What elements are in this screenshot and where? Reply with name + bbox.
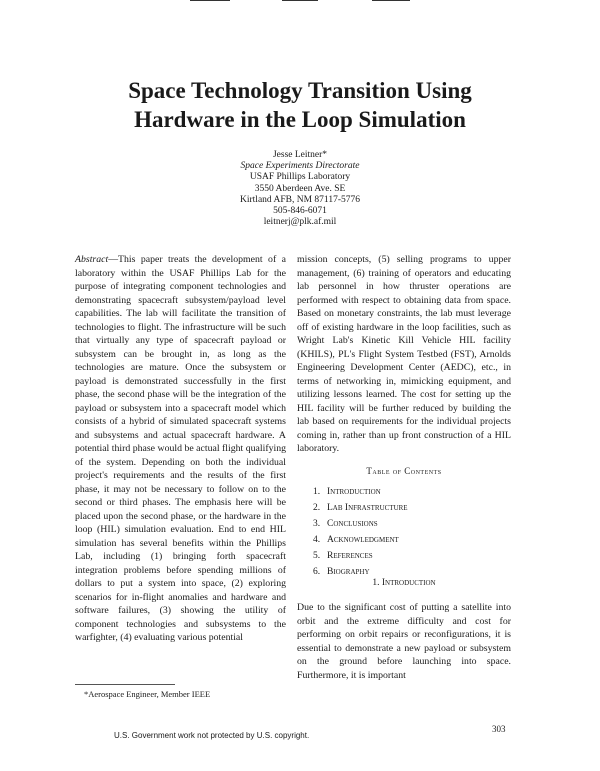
author-address-1: 3550 Aberdeen Ave. SE (254, 183, 346, 194)
author-name: Jesse Leitner* (272, 150, 328, 160)
top-rule-left (190, 0, 230, 1)
footnote: *Aerospace Engineer, Member IEEE (84, 689, 211, 699)
footnote-rule (75, 684, 175, 685)
author-org-1: Space Experiments Directorate (240, 161, 360, 172)
author-org-2: USAF Phillips Laboratory (249, 172, 351, 183)
toc-item (313, 484, 408, 500)
copyright-notice: U.S. Government work not protected by U.S. copyright. (114, 731, 310, 740)
toc-item-label: Lab Infrastructure (327, 503, 408, 513)
toc-item (313, 532, 408, 548)
right-column-paragraph: mission concepts, (5) selling programs to upper management, (6) training of operators and educating lab personnel in how thruster operations are performed with respect to obtaining data from space. Based on monetary constraints, the lab must leverage off of existing hardware in the loop facilities, such as Wright Lab's Kinetic Kill Vehicle HIL facility (KHILS), PL's Flight System Testbed (FST), Arnolds Engineering Development Center (AEDC), etc., in terms of networking in, mimicking equipment, and utilizing lessons learned. The cost for setting up the HIL facility will be further reduced by building the lab based on requirements for the individual projects coming in, rather than up front construction of a HIL laboratory. (297, 254, 511, 454)
paper-title (0, 76, 600, 134)
toc-item-number: 2. (313, 503, 321, 513)
toc-item-label: Introduction (327, 487, 381, 497)
abstract-text: —This paper treats the development of a laboratory within the USAF Phillips Lab for the purpose of integrating component technologies and demonstrating spacecraft subsystem/payload level capabilities. The lab will facilitate the transition of technologies to flight. The infrastructure will be such that virtually any type of spacecraft payload or subsystem can be brought in, as long as the technologies are mature. Once the subsystem or payload is demonstrated successfully in the first phase, the second phase will be the integration of the payload or subsystem into a spacecraft model which consists of a hybrid of simulated spacecraft systems and subsystems and actual spacecraft hardware. A potential third phase would be actual flight qualifying of the system. Depending on both the individual project's requirements and the results of the first phase, it may not be necessary to follow on to the second or third phases. The emphasis here will be placed upon the second phase, or the hardware in the loop (HIL) simulation evaluation. End to end HIL simulation has several benefits within the Phillips Lab, including (1) bringing forth spacecraft integration problems before spending millions of dollars to put a system into space, (2) exploring scenarios for in-flight anomalies and hardware and software failures, (3) showing the utility of component technologies and subsystems to the warfighter, (4) evaluating various potential (75, 254, 286, 643)
author-address-2: Kirtland AFB, NM 87117-5776 (240, 194, 360, 205)
toc-title: Table of Contents (366, 466, 442, 476)
toc-item-number: 3. (313, 519, 321, 529)
abstract-label: Abstract (75, 254, 109, 265)
toc-item-label: Biography (327, 567, 370, 577)
toc-item-number: 1. (313, 487, 321, 497)
toc-item-number: 5. (313, 551, 321, 561)
table-of-contents (313, 484, 408, 580)
right-column-text (297, 253, 511, 456)
toc-item-label: References (327, 551, 373, 561)
title-line-2: Hardware in the Loop Simulation (134, 107, 466, 132)
title-line-1: Space Technology Transition Using (128, 78, 472, 103)
toc-item-label: Acknowledgment (327, 535, 399, 545)
top-rule-middle (282, 0, 318, 1)
introduction-text (297, 601, 511, 682)
page-number: 303 (492, 724, 506, 734)
top-rule-right (372, 0, 410, 1)
author-phone: 505-846-6071 (273, 206, 327, 217)
toc-item-number: 4. (313, 535, 321, 545)
toc-item-label: Conclusions (327, 519, 378, 529)
introduction-paragraph: Due to the significant cost of putting a satellite into orbit and the extreme difficulty and cost for performing on orbit repairs or reconfigurations, it is essential to demonstrate a new payload or subsystem on the ground before launching into space. Furthermore, it is important (297, 602, 511, 681)
author-block (210, 150, 390, 228)
toc-item (313, 516, 408, 532)
section-heading: 1. Introduction (372, 578, 436, 588)
toc-item (313, 548, 408, 564)
toc-item (313, 500, 408, 516)
abstract (75, 253, 286, 645)
toc-item-number: 6. (313, 567, 321, 577)
author-email: leitnerj@plk.af.mil (263, 217, 337, 228)
